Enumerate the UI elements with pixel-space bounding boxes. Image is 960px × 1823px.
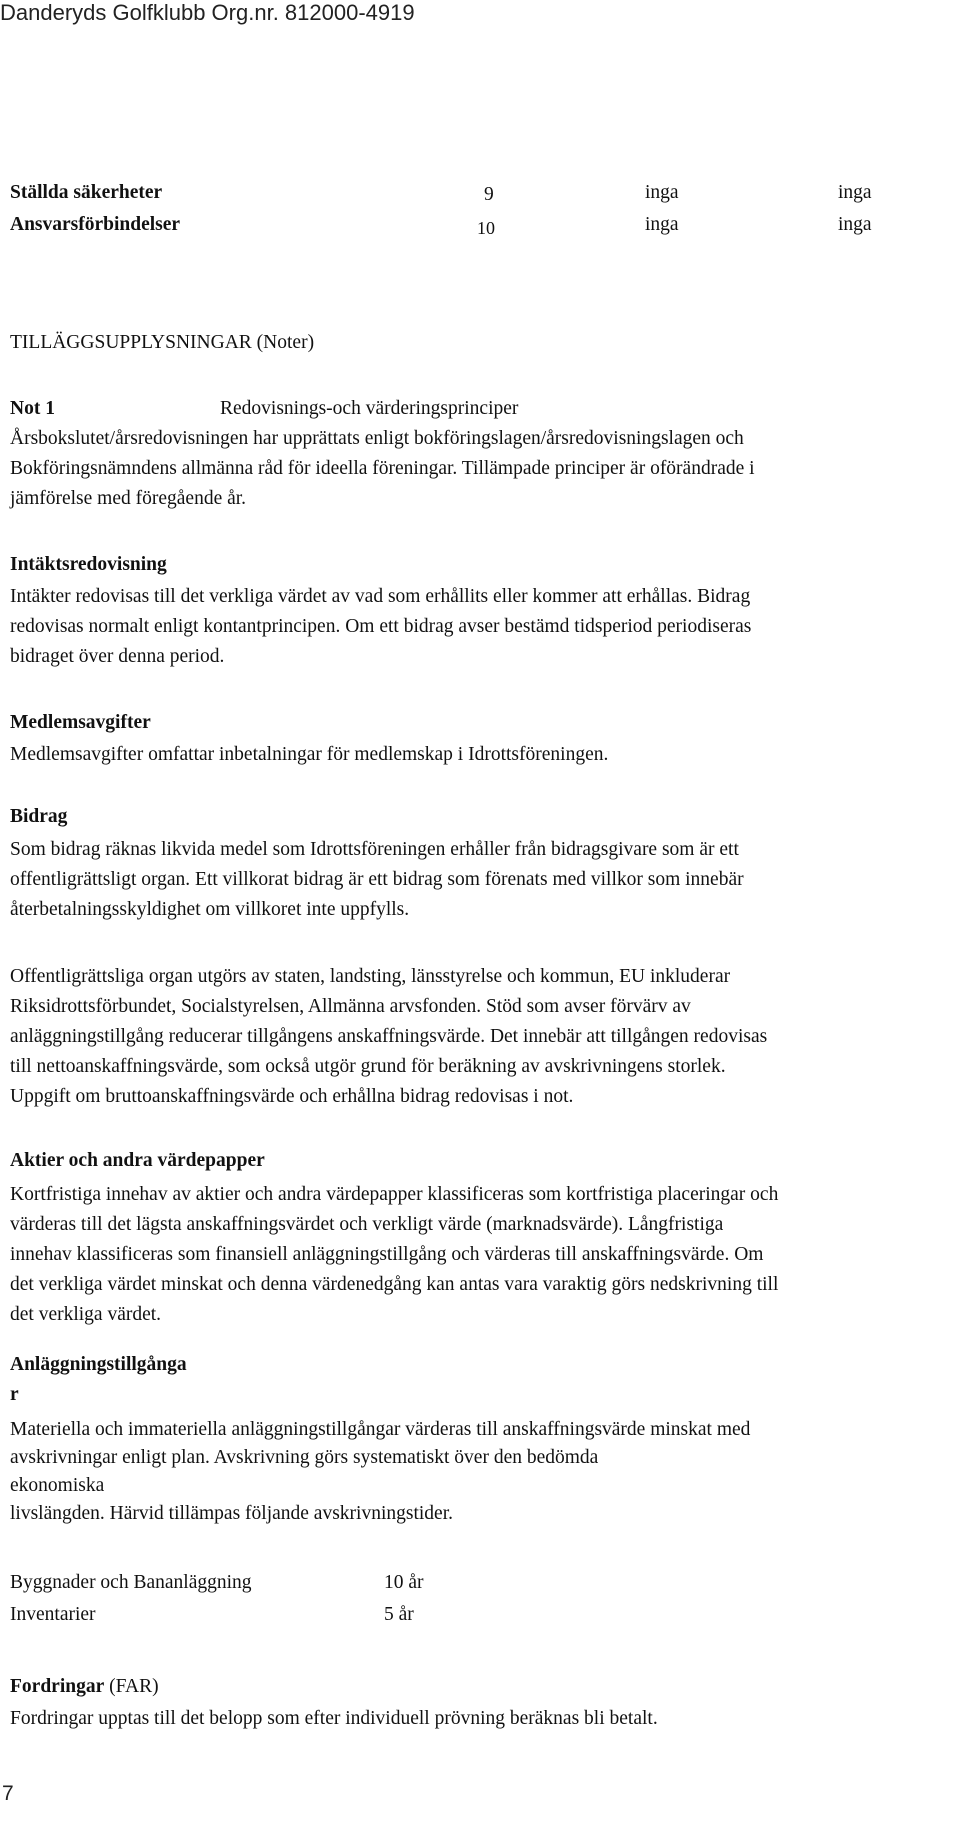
text-line: avskrivningar enligt plan. Avskrivning görs systematiskt över den bedömda	[10, 1447, 599, 1468]
text-line: det verkliga värdet.	[10, 1304, 162, 1325]
page-header: Danderyds Golfklubb Org.nr. 812000-4919	[0, 0, 415, 25]
fixed-assets-heading-cont: r	[10, 1384, 19, 1405]
depreciation-item: Byggnader och Bananläggning	[10, 1572, 252, 1593]
text-line: bidraget över denna period.	[10, 646, 225, 667]
grants-heading: Bidrag	[10, 806, 68, 827]
text-line: offentligrättsligt organ. Ett villkorat bidrag är ett bidrag som förenats med villkor som innebär	[10, 869, 744, 890]
grants-paragraph	[10, 835, 952, 925]
income-paragraph	[10, 582, 952, 672]
note-number: Not 1	[10, 398, 55, 419]
text-line: anläggningstillgång reducerar tillgångens anskaffningsvärde. Det innebär att tillgången redovisas	[10, 1026, 768, 1047]
text-line: Årsbokslutet/årsredovisningen har upprättats enligt bokföringslagen/årsredovisningslagen och	[10, 428, 744, 449]
text-line: till nettoanskaffningsvärde, som också utgör grund för beräkning av avskrivningens storlek.	[10, 1056, 726, 1077]
pledges-previous: inga	[838, 182, 872, 203]
receivables-heading	[10, 1676, 159, 1698]
text-line: innehav klassificeras som finansiell anläggningstillgång och värderas till anskaffningsvärde. Om	[10, 1244, 764, 1265]
fees-heading: Medlemsavgifter	[10, 712, 151, 733]
public-bodies-paragraph	[10, 962, 952, 1112]
depreciation-item: Inventarier	[10, 1604, 96, 1625]
note-title: Redovisnings-och värderingsprinciper	[220, 398, 519, 419]
receivables-heading-title: Fordringar	[10, 1676, 105, 1697]
text-line: Fordringar upptas till det belopp som efter individuell prövning beräknas bli betalt.	[10, 1708, 658, 1729]
text-line: det verkliga värdet minskat och denna värdenedgång kan antas vara varaktig görs nedskrivning till	[10, 1274, 779, 1295]
pledges-label: Ansvarsförbindelser	[10, 214, 181, 235]
text-line: jämförelse med föregående år.	[10, 488, 247, 509]
text-line: Medlemsavgifter omfattar inbetalningar för medlemskap i Idrottsföreningen.	[10, 744, 609, 765]
note1-paragraph	[10, 424, 952, 514]
text-line: Offentligrättsliga organ utgörs av staten, landsting, länsstyrelse och kommun, EU inkluderar	[10, 966, 731, 987]
pledges-current: inga	[645, 214, 679, 235]
receivables-heading-suffix: (FAR)	[104, 1676, 159, 1697]
depreciation-period: 10 år	[384, 1572, 424, 1593]
text-line: värderas till det lägsta anskaffningsvärdet och verkligt värde (marknadsvärde). Långfristiga	[10, 1214, 724, 1235]
securities-paragraph	[10, 1180, 952, 1330]
text-line: Som bidrag räknas likvida medel som Idrottsföreningen erhåller från bidragsgivare som är ett	[10, 839, 739, 860]
securities-heading: Aktier och andra värdepapper	[10, 1150, 265, 1171]
notes-heading: TILLÄGGSUPPLYSNINGAR (Noter)	[10, 332, 315, 353]
text-line: Kortfristiga innehav av aktier och andra värdepapper klassificeras som kortfristiga placeringar och	[10, 1184, 779, 1205]
pledges-current: inga	[645, 182, 679, 203]
text-line: Uppgift om bruttoanskaffningsvärde och erhållna bidrag redovisas i not.	[10, 1086, 574, 1107]
text-line: Bokföringsnämndens allmänna råd för ideella föreningar. Tillämpade principer är oförändrade i	[10, 458, 755, 479]
pledges-note: 10	[477, 218, 495, 238]
text-line: livslängden. Härvid tillämpas följande avskrivningstider.	[10, 1503, 453, 1524]
fixed-assets-paragraph	[10, 1416, 952, 1528]
text-line: Intäkter redovisas till det verkliga värdet av vad som erhållits eller kommer att erhållas. Bidrag	[10, 586, 751, 607]
income-heading: Intäktsredovisning	[10, 554, 167, 575]
text-line: Materiella och immateriella anläggningstillgångar värderas till anskaffningsvärde minskat med	[10, 1419, 751, 1440]
pledges-label: Ställda säkerheter	[10, 182, 163, 203]
receivables-paragraph	[10, 1704, 952, 1734]
text-line: återbetalningsskyldighet om villkoret inte uppfylls.	[10, 899, 410, 920]
text-line: ekonomiska	[10, 1475, 105, 1496]
fixed-assets-heading: Anläggningstillgånga	[10, 1354, 187, 1375]
pledges-note: 9	[484, 184, 494, 205]
fees-paragraph	[10, 740, 952, 770]
page-number: 7	[2, 1782, 14, 1805]
pledges-previous: inga	[838, 214, 872, 235]
depreciation-period: 5 år	[384, 1604, 414, 1625]
text-line: Riksidrottsförbundet, Socialstyrelsen, Allmänna arvsfonden. Stöd som avser förvärv av	[10, 996, 691, 1017]
text-line: redovisas normalt enligt kontantprincipen. Om ett bidrag avser bestämd tidsperiod periodiseras	[10, 616, 752, 637]
